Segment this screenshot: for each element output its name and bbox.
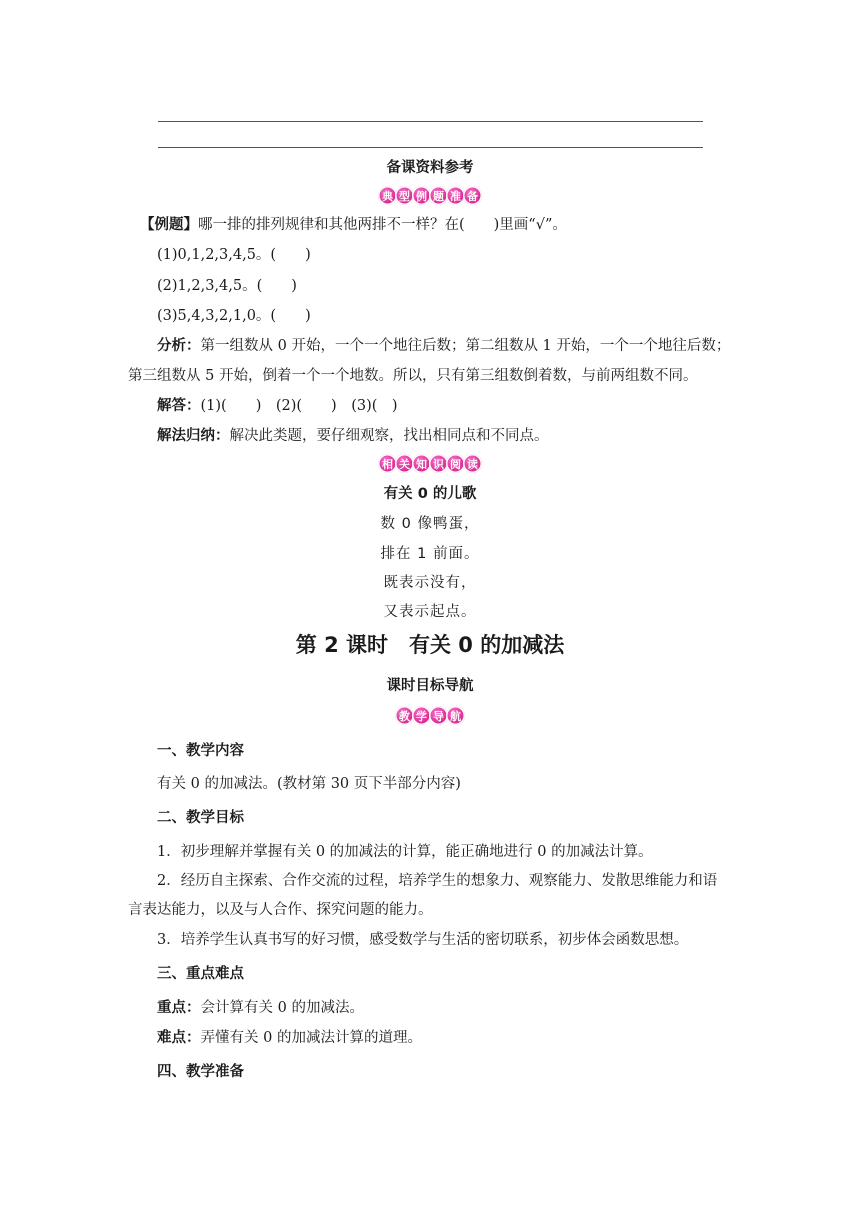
teaching-content-text: 有关 0 的加减法。(教材第 30 页下半部分内容) [157,776,461,792]
badge-char: 学 [412,706,431,725]
badge-char: 识 [429,454,448,473]
difficulty-line [157,1028,422,1048]
key-point-line [157,998,364,1018]
badge-char: 备 [463,186,482,205]
example-item-2: (2)1,2,3,4,5。( ) [157,278,297,294]
badge-teaching-guide [0,706,860,725]
answer-line-1 [158,121,703,122]
badge-char: 关 [395,454,414,473]
analysis-text-1: 第一组数从 0 开始，一个一个地往后数；第二组数从 1 开始，一个一个地往后数； [200,338,731,354]
goal-2-line-2: 言表达能力，以及与人合作、探究问题的能力。 [128,902,433,918]
section-heading-content: 一、教学内容 [157,743,244,759]
badge-char: 阅 [446,454,465,473]
poem-line-2: 排在 1 前面。 [380,546,480,562]
badge-char: 例 [412,186,431,205]
poem-line-4: 又表示起点。 [383,604,477,620]
analysis-line-2: 第三组数从 5 开始，倒着一个一个地数。所以，只有第三组数倒着数，与前两组数不同。 [128,368,698,384]
difficulty-label: 难点： [157,1030,201,1046]
section-heading-key-points: 三、重点难点 [157,966,244,982]
analysis-line-1 [157,336,730,356]
badge-char: 航 [446,706,465,725]
poem-line-3: 既表示没有， [383,575,477,591]
method-line [157,426,549,446]
section-title: 备课资料参考 [386,160,474,176]
goal-1: 1．初步理解并掌握有关 0 的加减法的计算，能正确地进行 0 的加减法计算。 [157,844,653,860]
badge-char: 题 [429,186,448,205]
section-heading-goals: 二、教学目标 [157,810,244,826]
example-item-1: (1)0,1,2,3,4,5。( ) [157,247,311,263]
method-text: 解决此类题，要仔细观察，找出相同点和不同点。 [229,428,549,444]
poem-title: 有关 0 的儿歌 [383,486,477,502]
answer-line [157,396,398,416]
badge-char: 读 [463,454,482,473]
badge-char: 导 [429,706,448,725]
example-item-3: (3)5,4,3,2,1,0。( ) [157,308,311,324]
analysis-label: 分析： [157,338,201,354]
lesson-subtitle: 课时目标导航 [386,678,474,694]
badge-related-reading [0,454,860,473]
badge-char: 准 [446,186,465,205]
goal-3: 3．培养学生认真书写的好习惯，感受数学与生活的密切联系，初步体会函数思想。 [157,932,689,948]
lesson-title: 第 2 课时 有关 0 的加减法 [295,633,565,657]
badge-char: 相 [378,454,397,473]
example-question [140,215,567,235]
section-heading-preparation: 四、教学准备 [157,1064,244,1080]
poem-line-1: 数 0 像鸭蛋， [380,516,480,532]
badge-char: 知 [412,454,431,473]
method-label: 解法归纳： [157,428,230,444]
badge-char: 型 [395,186,414,205]
difficulty-text: 弄懂有关 0 的加减法计算的道理。 [200,1030,422,1046]
badge-char: 典 [378,186,397,205]
example-label: 【例题】 [140,217,198,233]
badge-typical-examples [0,186,860,205]
key-point-text: 会计算有关 0 的加减法。 [200,1000,364,1016]
answer-text: (1)( ) (2)( ) (3)( ) [200,398,398,414]
example-question-text: 哪一排的排列规律和其他两排不一样？在( )里画“√”。 [198,217,567,233]
goal-2-line-1: 2．经历自主探索、合作交流的过程，培养学生的想象力、观察能力、发散思维能力和语 [157,873,718,889]
answer-label: 解答： [157,398,201,414]
answer-line-2 [158,147,703,148]
badge-char: 教 [395,706,414,725]
key-point-label: 重点： [157,1000,201,1016]
